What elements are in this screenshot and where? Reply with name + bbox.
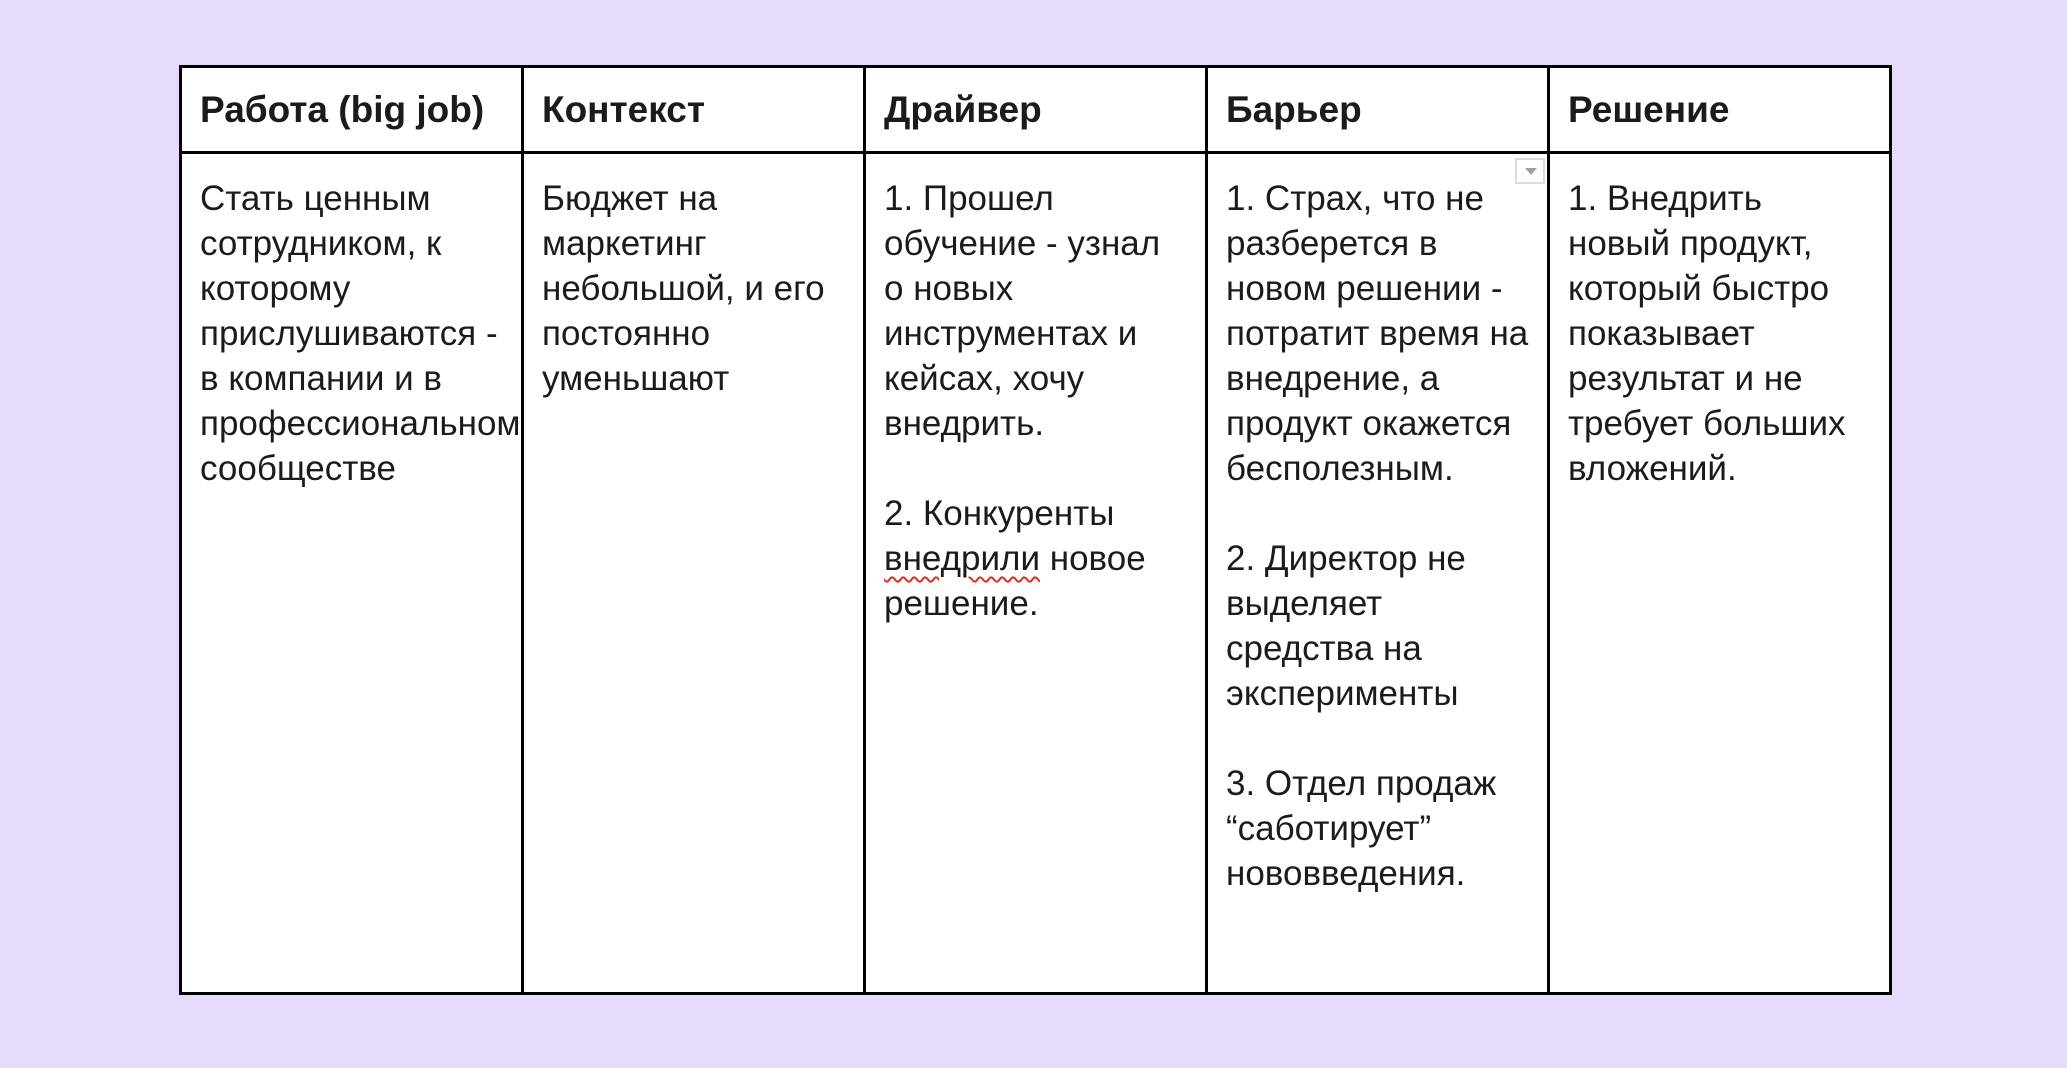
barrier-item-3: 3. Отдел продаж “саботирует” нововведения. <box>1226 764 1497 893</box>
cell-job[interactable] <box>181 153 523 994</box>
cell-driver[interactable] <box>865 153 1207 994</box>
driver-item-2 <box>884 491 1187 626</box>
dropdown-arrow-icon[interactable] <box>1515 158 1545 184</box>
solution-item-1: 1. Внедрить новый продукт, который быстро показывает результат и не требует больших вложений. <box>1568 179 1846 488</box>
spellcheck-word[interactable]: внедрили <box>884 539 1041 578</box>
table-header-row <box>181 67 1891 153</box>
jtbd-table <box>179 65 1892 995</box>
header-driver[interactable]: Драйвер <box>865 67 1207 153</box>
header-job[interactable]: Работа (big job) <box>181 67 523 153</box>
header-context[interactable]: Контекст <box>523 67 865 153</box>
cell-solution[interactable] <box>1549 153 1891 994</box>
header-solution[interactable]: Решение <box>1549 67 1891 153</box>
driver-item-1: 1. Прошел обучение - узнал о новых инструментах и кейсах, хочу внедрить. <box>884 179 1161 443</box>
barrier-item-1: 1. Страх, что не разберется в новом решении - потратит время на внедрение, а продукт окажется бесполезным. <box>1226 179 1529 488</box>
driver-item-2-suffix: новое решение. <box>884 539 1146 623</box>
cell-job-text: Стать ценным сотрудником, к которому прислушиваются - в компании и в профессиональном сообществе <box>200 179 521 488</box>
cell-context-text: Бюджет на маркетинг небольшой, и его постоянно уменьшают <box>542 179 825 398</box>
header-barrier[interactable]: Барьер <box>1207 67 1549 153</box>
cell-context[interactable] <box>523 153 865 994</box>
cell-barrier[interactable] <box>1207 153 1549 994</box>
barrier-item-2: 2. Директор не выделяет средства на эксперименты <box>1226 539 1466 713</box>
table-row <box>181 153 1891 994</box>
driver-item-2-prefix: 2. Конкуренты <box>884 494 1115 533</box>
